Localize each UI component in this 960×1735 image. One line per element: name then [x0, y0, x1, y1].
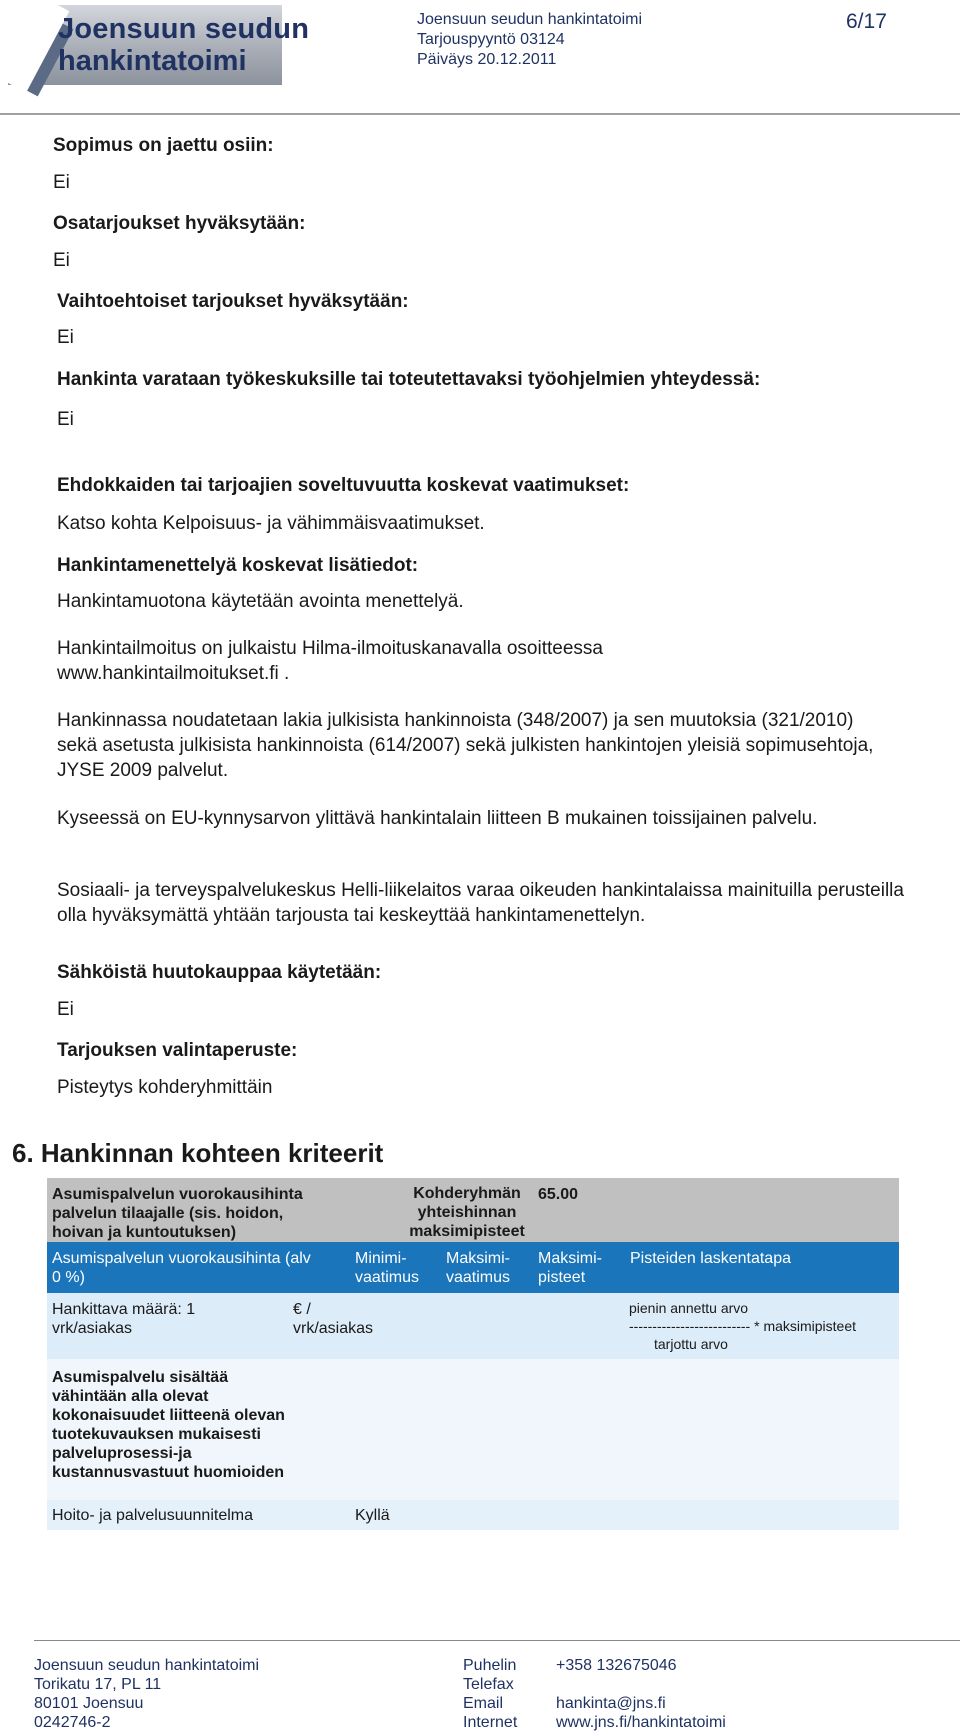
row-label-care-plan: Hoito- ja palvelusuunnitelma	[52, 1507, 253, 1524]
heading-award-criteria: Tarjouksen valintaperuste:	[57, 1040, 298, 1061]
section-title: 6. Hankinnan kohteen kriteerit	[12, 1138, 384, 1168]
answer-suitability: Katso kohta Kelpoisuus- ja vähimmäisvaatimukset.	[57, 513, 485, 534]
formula-denominator: tarjottu arvo	[654, 1336, 728, 1352]
table-row	[47, 1500, 899, 1530]
footer-divider	[34, 1640, 960, 1641]
footer-city: 80101 Joensuu	[34, 1695, 144, 1712]
column-header-min: Minimi-vaatimus	[355, 1250, 420, 1286]
footer-phone: +358 132675046	[556, 1657, 677, 1674]
column-header-max: Maksimi-vaatimus	[446, 1250, 511, 1286]
header-info	[417, 10, 642, 70]
criteria-table	[47, 1178, 899, 1530]
answer-contract-split: Ei	[53, 172, 70, 193]
column-header-method: Pisteiden laskentatapa	[630, 1250, 791, 1267]
footer-business-id: 0242746-2	[34, 1714, 111, 1731]
page-number: 6/17	[846, 10, 887, 33]
header-org: Joensuun seudun hankintatoimi	[417, 11, 643, 28]
heading-procedure-info: Hankintamenettelyä koskevat lisätiedot:	[57, 555, 419, 576]
answer-reserved-contract: Ei	[57, 409, 74, 430]
organization-logo	[8, 5, 310, 85]
group-points-label: Kohderyhmän yhteishinnan maksimipisteet	[409, 1185, 525, 1240]
group-points-value: 65.00	[538, 1186, 579, 1203]
table-group-row	[47, 1178, 899, 1242]
column-header-item: Asumispalvelun vuorokausihinta (alv 0 %)	[52, 1250, 311, 1286]
row-label-quantity: Hankittava määrä: 1 vrk/asiakas	[52, 1301, 196, 1337]
answer-e-auction: Ei	[57, 999, 74, 1020]
footer-internet[interactable]: www.jns.fi/hankintatoimi	[556, 1714, 726, 1731]
footer-street: Torikatu 17, PL 11	[34, 1676, 162, 1693]
row-min-care-plan: Kyllä	[355, 1507, 390, 1524]
row-label-service-content: Asumispalvelu sisältää vähintään alla olevat kokonaisuudet liitteenä olevan tuotekuvauksen mukaisesti palveluprosessi-ja kustannusvastuut huomioiden	[52, 1369, 285, 1481]
footer-email-label: Email	[463, 1695, 504, 1712]
formula-numerator: pienin annettu arvo	[629, 1300, 749, 1316]
footer-fax	[556, 1675, 726, 1694]
formula-line: -------------------------- * maksimipisteet	[629, 1318, 857, 1334]
answer-alternative-bids: Ei	[57, 327, 74, 348]
footer-fax-label: Telefax	[463, 1676, 514, 1693]
answer-award-criteria: Pisteytys kohderyhmittäin	[57, 1077, 273, 1098]
footer-org: Joensuun seudun hankintatoimi	[34, 1657, 260, 1674]
header-tender: Tarjouspyyntö 03124	[417, 31, 565, 48]
footer-internet-label: Internet	[463, 1714, 518, 1731]
logo-line-2: hankintatoimi	[58, 45, 247, 77]
heading-e-auction: Sähköistä huutokauppaa käytetään:	[57, 962, 382, 983]
text-right-to-reject: Sosiaali- ja terveyspalvelukeskus Helli-liikelaitos varaa oikeuden hankintalaissa mainituilla perusteilla olla hyväksymättä yhtään tarjousta tai keskeyttää hankintamenettelyn.	[57, 880, 904, 926]
group-title: Asumispalvelun vuorokausihinta palvelun tilaajalle (sis. hoidon, hoivan ja kuntoutuksen)	[52, 1186, 303, 1241]
header-date: Päiväys 20.12.2011	[417, 51, 557, 68]
heading-contract-split: Sopimus on jaettu osiin:	[53, 135, 274, 156]
text-applicable-law: Hankinnassa noudatetaan lakia julkisista hankinnoista (348/2007) ja sen muutoksia (321/2010) sekä asetusta julkisista hankinnoista (614/2007) sekä julkisten hankintojen yleisiä sopimusehtoja, JYSE 2009 palvelut.	[57, 710, 874, 781]
text-eu-threshold: Kyseessä on EU-kynnysarvon ylittävä hankintalain liitteen B mukainen toissijainen palvelu.	[57, 808, 818, 829]
logo-line-1: Joensuun seudun	[58, 13, 310, 45]
text-notice-published: Hankintailmoitus on julkaistu Hilma-ilmoituskanavalla osoitteessa www.hankintailmoitukset.fi .	[57, 638, 603, 684]
footer-address	[34, 1656, 259, 1732]
heading-suitability: Ehdokkaiden tai tarjoajien soveltuvuutta koskevat vaatimukset:	[57, 475, 630, 496]
heading-partial-bids: Osatarjoukset hyväksytään:	[53, 213, 306, 234]
heading-reserved-contract: Hankinta varataan työkeskuksille tai toteutettavaksi työohjelmien yhteydessä:	[57, 369, 761, 390]
footer-email[interactable]: hankinta@jns.fi	[556, 1695, 666, 1712]
column-header-points: Maksimi-pisteet	[538, 1250, 602, 1286]
footer-contact-labels	[463, 1656, 517, 1732]
table-row	[47, 1293, 899, 1359]
row-unit: € / vrk/asiakas	[293, 1301, 374, 1337]
table-row	[47, 1359, 899, 1500]
heading-alternative-bids: Vaihtoehtoiset tarjoukset hyväksytään:	[57, 291, 409, 312]
footer-phone-label: Puhelin	[463, 1657, 517, 1674]
table-header-row	[47, 1242, 899, 1293]
text-procedure-type: Hankintamuotona käytetään avointa menettelyä.	[57, 591, 464, 612]
footer-contact-values	[556, 1656, 726, 1732]
header-divider	[0, 113, 960, 115]
answer-partial-bids: Ei	[53, 250, 70, 271]
